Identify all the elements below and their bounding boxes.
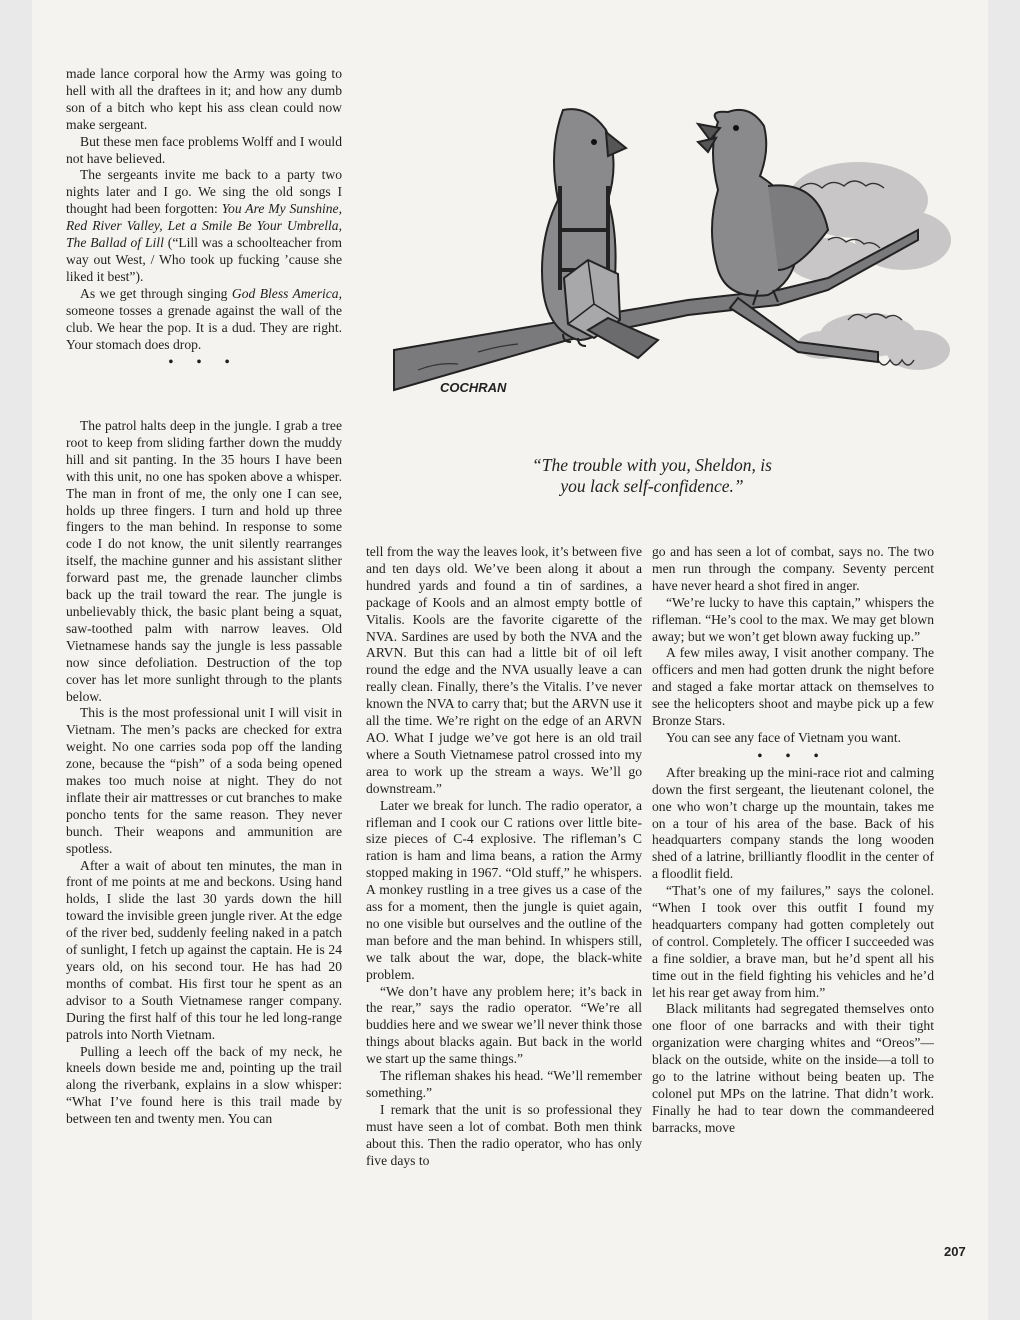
cartoon-caption bbox=[452, 455, 852, 497]
paragraph: Black militants had segregated themselves onto one floor of one barracks and with their tight organization were charging whites and “Oreos”—black on the outside, white on the inside—a toll to go to the latrine without being beaten up. The colonel put MPs on the latrine. That didn’t work. Finally he had to tear down the commandeered barracks, move bbox=[652, 1001, 934, 1135]
column-2 bbox=[366, 544, 642, 1170]
column-1-bottom bbox=[66, 418, 342, 1128]
paragraph: Pulling a leech off the back of my neck, he kneels down beside me and, pointing up the trail along the riverbank, explains in a slow whisper: “What I’ve found here is this trail made by between ten and twenty men. You can bbox=[66, 1043, 342, 1127]
paragraph: “That’s one of my failures,” says the colonel. “When I took over this outfit I found my headquarters company had gotten completely out of control. Completely. The officer I succeeded was a fine soldier, a brave man, but he’d spent all his time out in the field fighting his vehicles and he’d let his rear get away from him.” bbox=[652, 883, 934, 1000]
paragraph: The sergeants invite me back to a party two nights later and I go. We sing the old songs I thought had been forgotten: You Are My Sunshine, Red River Valley, Let a Smile Be Your Umbrella, The Ballad of Lill (“Lill was a schoolteacher from way out West, / Who took up fucking ’cause she liked it best”). bbox=[66, 167, 342, 284]
paragraph: The rifleman shakes his head. “We’ll remember something.” bbox=[366, 1068, 642, 1100]
paragraph: After a wait of about ten minutes, the man in front of me points at me and beckons. Using hand holds, I slide the last 30 yards down the hill toward the invisible green jungle river. At the edge of the river bed, suddenly feeling naked in a patch of sunlight, I fetch up against the captain. He is 24 years old, on his second tour. He has had 20 months of combat. His first tour he spent as an advisor to a South Vietnamese ranger company. During the first half of this tour he led long-range patrols into North Vietnam. bbox=[66, 857, 342, 1042]
caption-line: “The trouble with you, Sheldon, is bbox=[532, 455, 772, 475]
paragraph: But these men face problems Wolff and I would not have believed. bbox=[66, 133, 342, 166]
column-1-top bbox=[66, 66, 342, 371]
paragraph: tell from the way the leaves look, it’s between five and ten days old. We’ve been along it about a hundred yards and found a tin of sardines, a package of Kools and an almost empty bottle of Vitalis. Kools are the favorite cigarette of the NVA. Sardines are used by both the NVA and the ARVN. But this can had a little bit of oil left round the edge and the NVA usually leave a can really clean. Finally, there’s the Vitalis. I’ve never known the NVA to carry that; but the ARVN use it all the time. We’re right on the edge of an ARVN AO. What I judge we’ve got here is an old trail where a South Vietnamese patrol crossed into my area to work up the stream a ways. We’ll go downstream.” bbox=[366, 544, 642, 796]
cartoon-illustration bbox=[358, 90, 954, 430]
paragraph: As we get through singing God Bless America, someone tosses a grenade against the wall of the club. We hear the pop. It is a dud. They are right. Your stomach does drop. bbox=[66, 285, 342, 352]
paragraph: Later we break for lunch. The radio operator, a rifleman and I cook our C rations over little bite-size pieces of C-4 explosive. The rifleman’s C ration is ham and lima beans, a ration the Army stopped making in 1967. “Old stuff,” he whispers. A monkey rustling in a tree gives us a case of the ass for a moment, then the jungle is quiet again, no one visible but ourselves and the outline of the man before and the man behind. In whispers still, we talk about the war, dope, the black-white problem. bbox=[366, 797, 642, 982]
artist-signature: COCHRAN bbox=[440, 380, 507, 395]
paragraph: go and has seen a lot of combat, says no. The two men run through the company. Seventy percent have never heard a shot fired in anger. bbox=[652, 544, 934, 593]
song-titles: You Are My Sunshine, Red River Valley, Let a Smile Be Your Umbrella, The Ballad of Lill bbox=[66, 201, 342, 251]
section-break: • • • bbox=[168, 354, 240, 370]
magazine-page bbox=[32, 0, 988, 1320]
paragraph: After breaking up the mini-race riot and calming down the first sergeant, the lieutenant colonel, the one who won’t charge up the mountain, takes me on a tour of his area of the base. Back of his headquarters company stands the long wooden shed of a latrine, brilliantly floodlit in the center of a floodlit field. bbox=[652, 764, 934, 882]
caption-line: you lack self-confidence.” bbox=[560, 476, 744, 496]
paragraph: I remark that the unit is so professional they must have seen a lot of combat. Both men think about this. Then the radio operator, who has only five days to bbox=[366, 1101, 642, 1168]
paragraph: You can see any face of Vietnam you want. bbox=[666, 729, 901, 745]
page-number: 207 bbox=[944, 1244, 966, 1259]
paragraph: A few miles away, I visit another company. The officers and men had gotten drunk the night before and staged a fake mortar attack on themselves to see the helicopters shoot and maybe pick up a few Bronze Stars. bbox=[652, 645, 934, 729]
paragraph: This is the most professional unit I will visit in Vietnam. The men’s packs are checked for extra weight. No one carries soda pop off the landing zone, because the “pish” of a soda being opened makes too much noise at night. They do not inflate their air mattresses or cut branches to make poncho tents for the same reason. They never bunch. Their weapons and ammunition are spotless. bbox=[66, 705, 342, 856]
column-3 bbox=[652, 544, 934, 1137]
paragraph: The patrol halts deep in the jungle. I grab a tree root to keep from sliding farther down the muddy hill and sit panting. In the 35 hours I have been with this unit, no one has spoken above a whisper. The man in front of me, the only one I can see, holds up three fingers. I turn and hold up three fingers to the man behind. In response to some code I do not know, the unit silently rearranges itself, the machine gunner and his assistant slither forward past me, the grenade launcher climbs back up the trail toward the rear. The jungle is unbelievably thick, the basic plant being a squat, saw-toothed palm with narrow leaves. Old Vietnamese hands say the jungle is less passable now since defoliation. Destruction of the top cover has let more sunlight through to the plants below. bbox=[66, 418, 342, 704]
paragraph: “We’re lucky to have this captain,” whispers the rifleman. “He’s cool to the max. We may get blown away; but we won’t get blown away fucking up.” bbox=[652, 594, 934, 644]
paragraph: “We don’t have any problem here; it’s back in the rear,” says the radio operator. “We’re all buddies here and we swear we’ll never think those things about blacks again. But back in the world we start up the same things.” bbox=[366, 983, 642, 1067]
paragraph: made lance corporal how the Army was going to hell with all the draftees in it; and how any dumb son of a bitch who kept his ass clean could now make sergeant. bbox=[66, 66, 342, 132]
song-title: God Bless America, bbox=[231, 285, 342, 301]
section-break: • • • bbox=[757, 747, 829, 763]
